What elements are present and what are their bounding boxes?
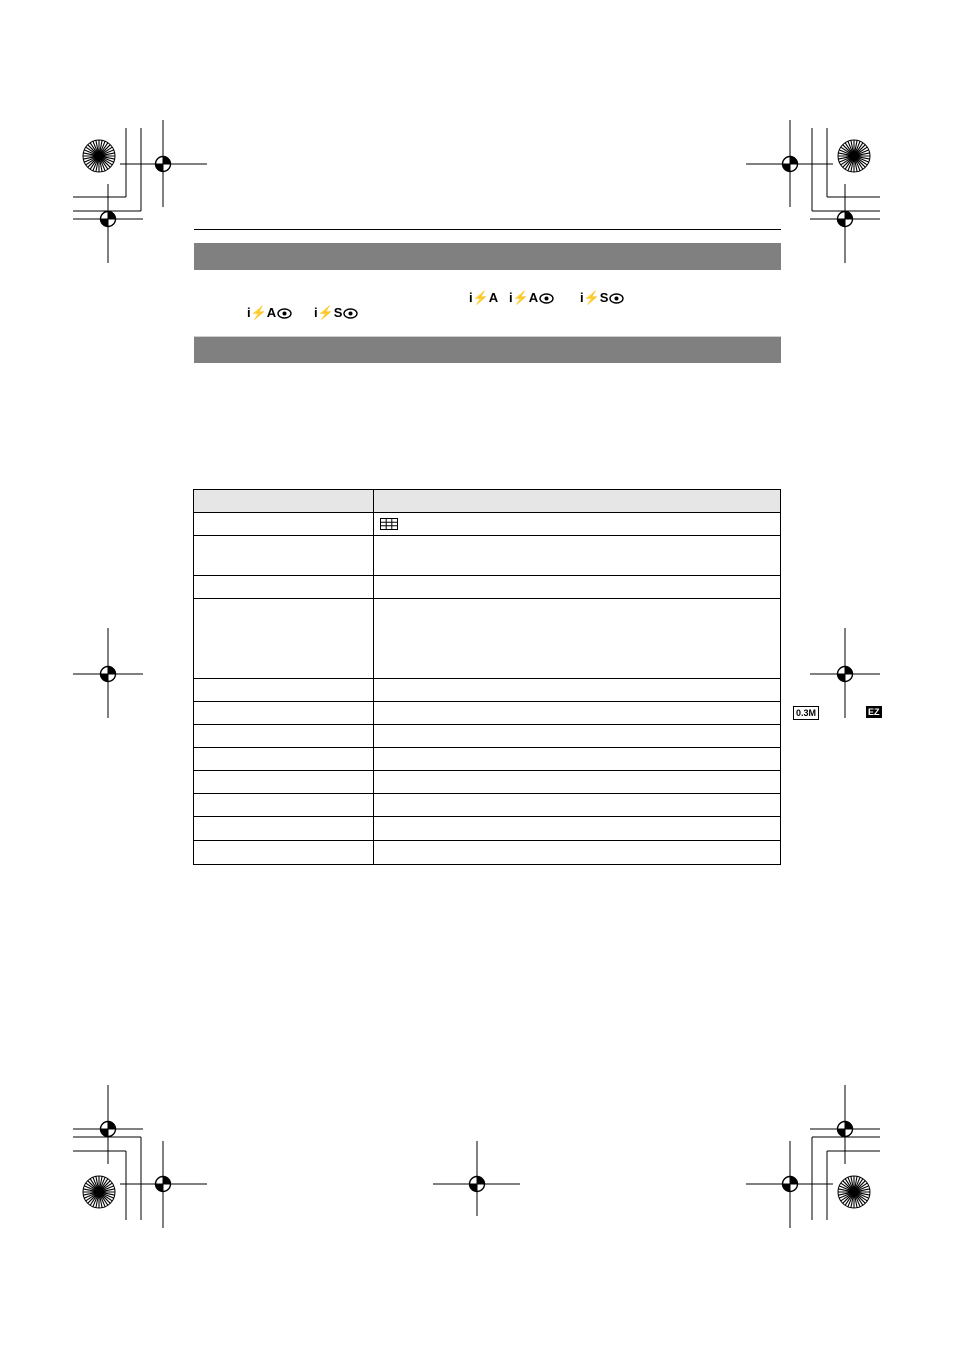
flash-symbol: i⚡S: [314, 306, 358, 320]
registration-mark-icon: [838, 667, 853, 682]
table-row: [194, 679, 781, 702]
eye-icon: [609, 293, 624, 304]
header-rule: [194, 229, 781, 230]
registration-mark-icon: [156, 157, 171, 172]
eye-icon: [343, 308, 358, 319]
table-cell: [194, 771, 374, 794]
registration-mark-icon: [838, 212, 853, 227]
table-row: [194, 794, 781, 817]
table-cell: [374, 771, 781, 794]
starburst-mark-icon: [83, 1176, 115, 1208]
starburst-mark-icon: [83, 140, 115, 172]
table-header-cell: [194, 490, 374, 513]
registration-mark-icon: [838, 1122, 853, 1137]
table-cell: [194, 702, 374, 725]
table-cell: [374, 794, 781, 817]
table-cell: [194, 599, 374, 679]
section-header-bar: [194, 243, 781, 270]
table-cell: [374, 576, 781, 599]
table-cell: [194, 794, 374, 817]
table-cell: [194, 536, 374, 576]
table-cell: [194, 841, 374, 865]
table-cell: [374, 725, 781, 748]
table-cell: [374, 841, 781, 865]
table-row: [194, 725, 781, 748]
settings-table: [193, 489, 880, 865]
table-cell: [194, 748, 374, 771]
table-cell: [374, 817, 781, 841]
flash-symbol: i⚡A: [469, 290, 499, 305]
table-row: [194, 841, 781, 865]
section-header-bar: [194, 336, 781, 363]
table-row: [194, 576, 781, 599]
registration-mark-icon: [101, 1122, 116, 1137]
table-cell: [374, 513, 781, 536]
table-row: [194, 817, 781, 841]
table-cell: [194, 576, 374, 599]
table-cell: [194, 513, 374, 536]
registration-mark-icon: [783, 1177, 798, 1192]
table-cell: [194, 725, 374, 748]
flash-symbol: i⚡A: [247, 306, 292, 320]
starburst-mark-icon: [838, 1176, 870, 1208]
registration-mark-icon: [470, 1177, 485, 1192]
eye-icon: [539, 293, 554, 304]
flash-symbol: i⚡A: [509, 291, 554, 305]
registration-mark-icon: [783, 157, 798, 172]
table-cell: [374, 748, 781, 771]
table-row: [194, 536, 781, 576]
table-cell: [194, 679, 374, 702]
table-row: [194, 748, 781, 771]
registration-mark-icon: [101, 667, 116, 682]
eye-icon: [277, 308, 292, 319]
table-row: [194, 513, 781, 536]
table-cell: [374, 599, 781, 679]
table-row: [194, 771, 781, 794]
grid-icon: [380, 518, 398, 530]
table-cell: [194, 817, 374, 841]
table-row: [194, 702, 781, 725]
resolution-badge: 0.3M: [793, 706, 819, 720]
table-cell: [374, 702, 880, 725]
table-cell: [374, 679, 781, 702]
table-row: [194, 599, 781, 679]
table-header-row: [194, 490, 781, 513]
starburst-mark-icon: [838, 140, 870, 172]
registration-mark-icon: [156, 1177, 171, 1192]
registration-mark-icon: [101, 212, 116, 227]
table-cell: [374, 536, 781, 576]
table-header-cell: [374, 490, 781, 513]
ez-badge: EZ: [868, 707, 880, 717]
flash-symbol: i⚡S: [580, 291, 624, 305]
